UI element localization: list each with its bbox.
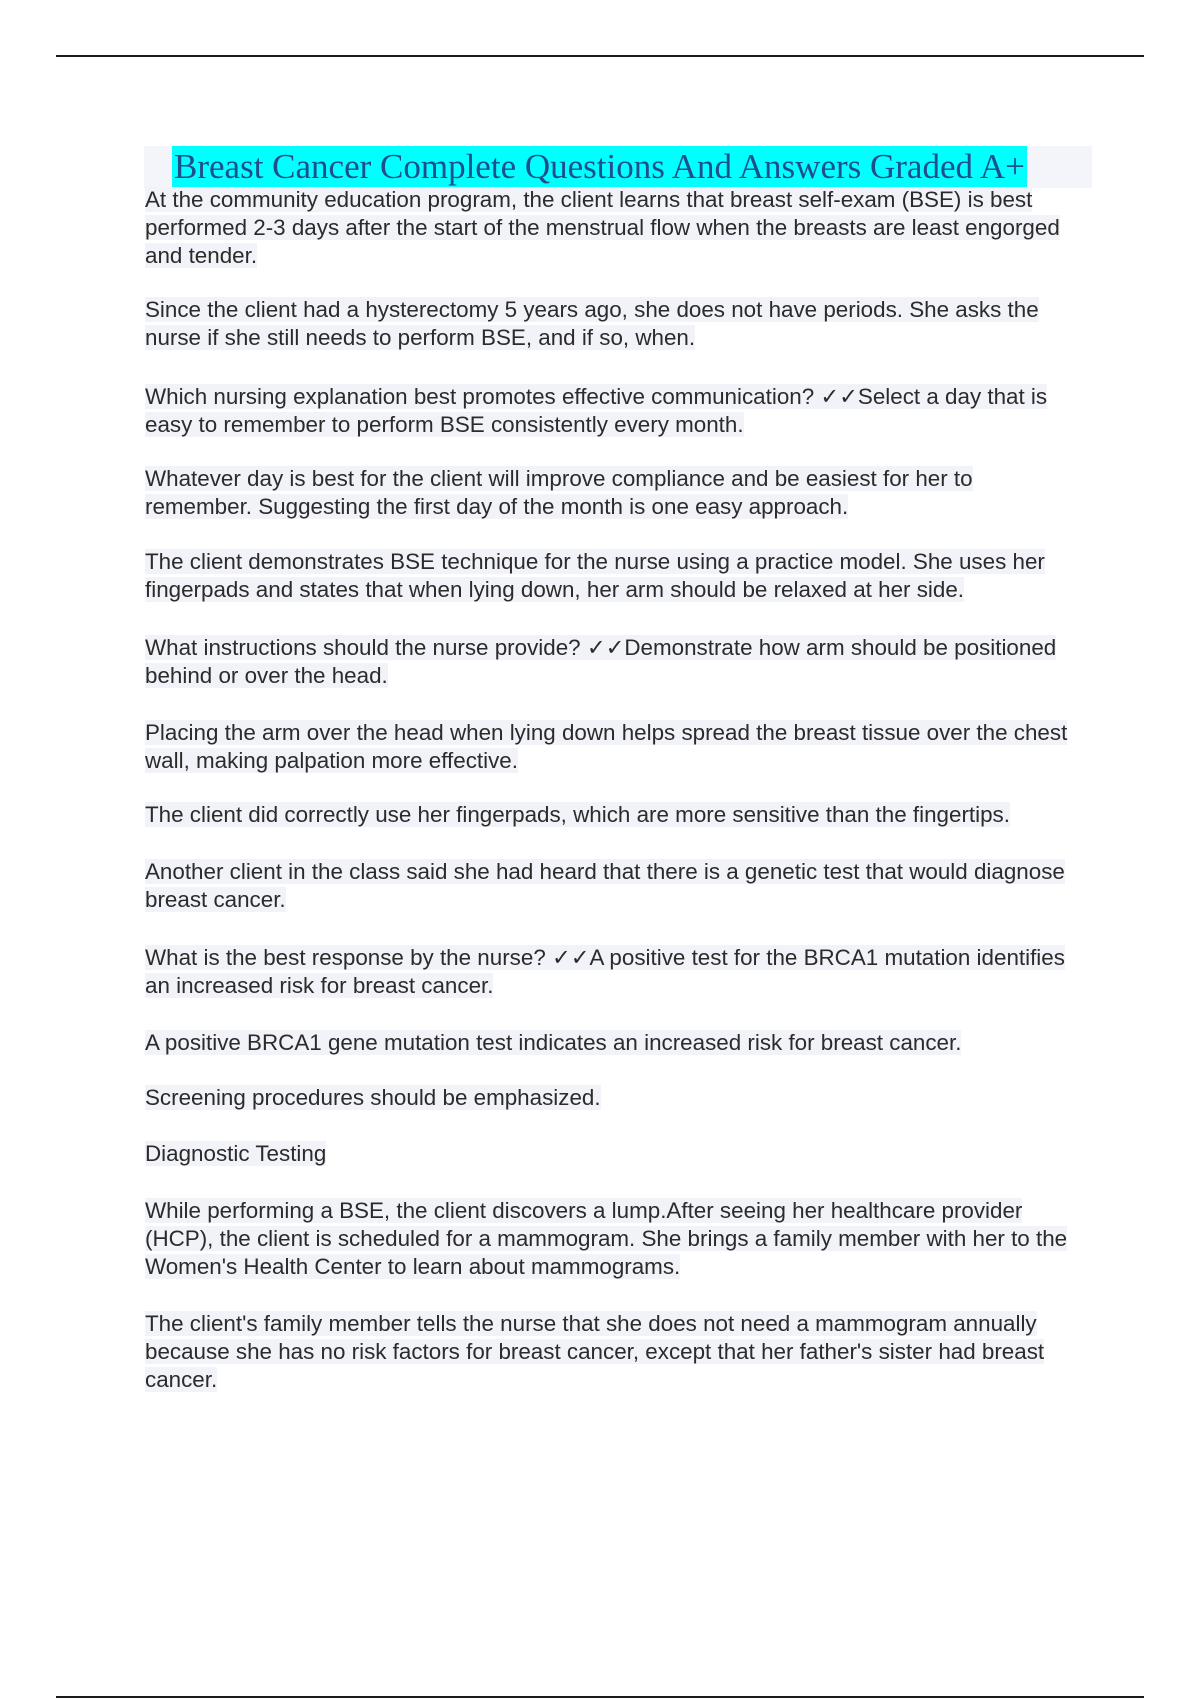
paragraph-2: Since the client had a hysterectomy 5 years ago, she does not have periods. She asks the nurse if she still needs to perform BSE, and if so, when. — [145, 297, 1039, 350]
paragraph-10: What is the best response by the nurse? ✓✓A positive test for the BRCA1 mutation identifies an increased risk for breast cancer. — [145, 945, 1065, 998]
section-heading-diagnostic-testing: Diagnostic Testing — [145, 1141, 327, 1166]
paragraph-7: Placing the arm over the head when lying down helps spread the breast tissue over the chest wall, making palpation more effective. — [145, 720, 1068, 773]
paragraph-13: While performing a BSE, the client discovers a lump.After seeing her healthcare provider (HCP), the client is scheduled for a mammogram. She brings a family member with her to the Women's Health Center to learn about mammograms. — [145, 1198, 1068, 1279]
title-band — [144, 146, 1092, 188]
top-rule — [56, 55, 1144, 57]
document-body — [145, 186, 1085, 1394]
paragraph-12: Screening procedures should be emphasized. — [145, 1085, 601, 1110]
paragraph-4: Whatever day is best for the client will improve compliance and be easiest for her to remember. Suggesting the first day of the month is one easy approach. — [145, 466, 973, 519]
paragraph-6: What instructions should the nurse provide? ✓✓Demonstrate how arm should be positioned behind or over the head. — [145, 635, 1057, 688]
document-title: Breast Cancer Complete Questions And Answers Graded A+ — [174, 147, 1025, 186]
bottom-rule — [56, 1696, 1144, 1698]
paragraph-9: Another client in the class said she had heard that there is a genetic test that would diagnose breast cancer. — [145, 859, 1065, 912]
paragraph-1: At the community education program, the client learns that breast self-exam (BSE) is best performed 2-3 days after the start of the menstrual flow when the breasts are least engorged and tender. — [145, 187, 1060, 268]
paragraph-11: A positive BRCA1 gene mutation test indicates an increased risk for breast cancer. — [145, 1030, 962, 1055]
paragraph-5: The client demonstrates BSE technique for the nurse using a practice model. She uses her fingerpads and states that when lying down, her arm should be relaxed at her side. — [145, 549, 1045, 602]
paragraph-3: Which nursing explanation best promotes effective communication? ✓✓Select a day that is easy to remember to perform BSE consistently every month. — [145, 384, 1048, 437]
paragraph-14: The client's family member tells the nurse that she does not need a mammogram annually because she has no risk factors for breast cancer, except that her father's sister had breast cancer. — [145, 1311, 1045, 1392]
paragraph-8: The client did correctly use her fingerpads, which are more sensitive than the fingertips. — [145, 802, 1010, 827]
